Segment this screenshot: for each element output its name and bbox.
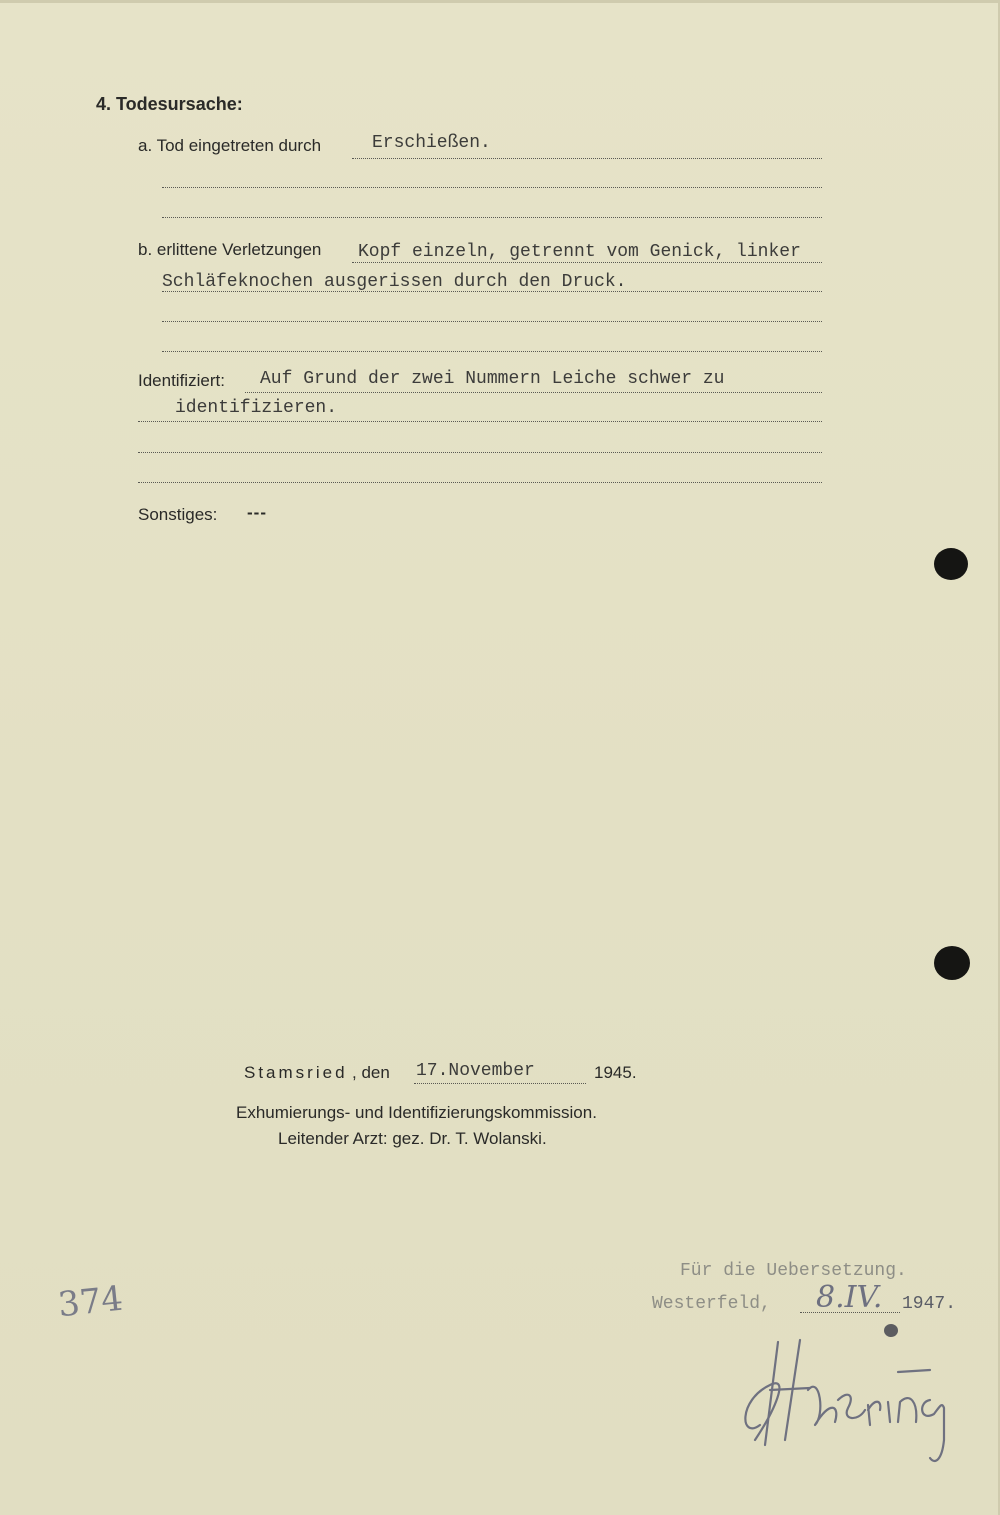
handwritten-signature: [730, 1330, 980, 1480]
field-a-label: a. Tod eingetreten durch: [138, 136, 322, 155]
section-heading: 4. Todesursache:: [96, 94, 243, 114]
dotted-line: [352, 262, 822, 263]
field-a-value: Erschießen.: [372, 133, 491, 153]
ident-label: Identifiziert:: [138, 371, 225, 390]
dotted-line: [138, 452, 822, 453]
field-b-value-line2: Schläfeknochen ausgerissen durch den Druck.: [162, 272, 627, 292]
translation-year: 1947.: [902, 1294, 957, 1314]
dotted-line: [162, 217, 822, 218]
field-b-label: b. erlittene Verletzungen: [138, 240, 322, 259]
translation-line1: Für die Uebersetzung.: [680, 1261, 907, 1281]
dotted-line: [162, 351, 822, 352]
place-name: Stamsried: [244, 1063, 348, 1082]
dotted-line: [162, 321, 822, 322]
ident-value-line1: Auf Grund der zwei Nummern Leiche schwer zu: [260, 369, 725, 389]
translation-place: Westerfeld,: [652, 1294, 771, 1314]
punch-hole-top: [934, 548, 968, 580]
translation-date: 8.IV.: [816, 1280, 883, 1315]
ident-value-line2: identifizieren.: [175, 398, 338, 418]
dotted-line: [245, 392, 822, 393]
date-year: 1945.: [594, 1063, 637, 1082]
paper-edge-top: [0, 0, 1000, 3]
dotted-line: [352, 158, 822, 159]
field-b-value-line1: Kopf einzeln, getrennt vom Genick, linker: [358, 242, 801, 262]
sonstiges-value: ---: [247, 503, 267, 522]
dotted-line: [162, 187, 822, 188]
doctor-line: Leitender Arzt: gez. Dr. T. Wolanski.: [278, 1129, 547, 1148]
date-prefix: , den: [352, 1063, 390, 1082]
dotted-line: [138, 482, 822, 483]
commission-name: Exhumierungs- und Identifizierungskommission.: [236, 1103, 597, 1122]
punch-hole-bottom: [934, 946, 970, 980]
dotted-line: [414, 1083, 586, 1084]
dotted-line: [138, 421, 822, 422]
sonstiges-label: Sonstiges:: [138, 505, 218, 524]
date-value: 17.November: [416, 1061, 535, 1081]
page-number: 374: [56, 1278, 125, 1326]
